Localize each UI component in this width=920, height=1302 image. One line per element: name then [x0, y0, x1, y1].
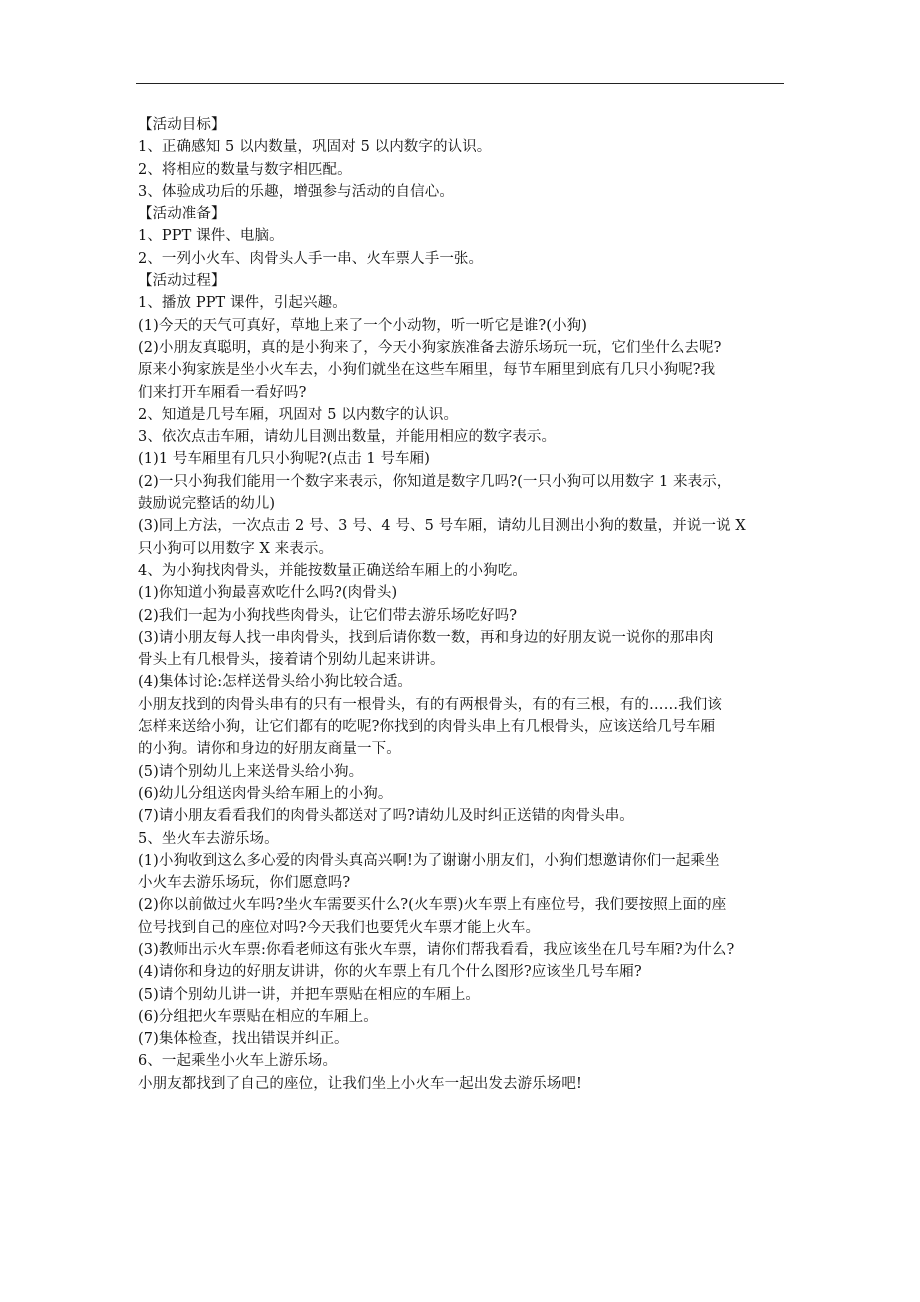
text-line: (4)请你和身边的好朋友讲讲，你的火车票上有几个什么图形?应该坐几号车厢?	[138, 964, 642, 981]
text-line: 1、PPT 课件、电脑。	[138, 228, 284, 245]
text-line: (1)今天的天气可真好，草地上来了一个小动物，听一听它是谁?(小狗)	[138, 317, 588, 334]
text-line: (5)请个别幼儿讲一讲，并把车票贴在相应的车厢上。	[138, 986, 481, 1003]
text-line: 们来打开车厢看一看好吗?	[138, 384, 307, 401]
text-line: (4)集体讨论:怎样送骨头给小狗比较合适。	[138, 674, 413, 691]
text-line: (2)小朋友真聪明，真的是小狗来了，今天小狗家族准备去游乐场玩一玩，它们坐什么去呢?	[138, 339, 722, 356]
text-line: 小朋友找到的肉骨头串有的只有一根骨头，有的有两根骨头，有的有三根，有的……我们该	[138, 696, 722, 713]
text-line: (1)你知道小狗最喜欢吃什么吗?(肉骨头)	[138, 585, 398, 602]
text-line: (6)分组把火车票贴在相应的车厢上。	[138, 1008, 378, 1025]
text-line: 2、知道是几号车厢，巩固对 5 以内数字的认识。	[138, 406, 459, 423]
text-line: 骨头上有几根骨头，接着请个别幼儿起来讲讲。	[138, 652, 445, 669]
text-line: (5)请个别幼儿上来送骨头给小狗。	[138, 763, 364, 780]
text-line: 1、正确感知 5 以内数量，巩固对 5 以内数字的认识。	[138, 139, 492, 156]
text-line: 4、为小狗找肉骨头，并能按数量正确送给车厢上的小狗吃。	[138, 562, 527, 579]
text-line: 5、坐火车去游乐场。	[138, 830, 279, 847]
header-rule	[136, 83, 784, 84]
text-line: (2)一只小狗我们能用一个数字来表示，你知道是数字几吗?(一只小狗可以用数字 1 来表示，	[138, 473, 732, 490]
text-line: 3、体验成功后的乐趣，增强参与活动的自信心。	[138, 183, 454, 200]
text-line: (2)你以前做过火车吗?坐火车需要买什么?(火车票)火车票上有座位号，我们要按照上面的座	[138, 897, 727, 914]
text-line: 1、播放 PPT 课件，引起兴趣。	[138, 295, 347, 312]
text-line: 只小狗可以用数字 X 来表示。	[138, 540, 334, 557]
text-line: 2、一列小火车、肉骨头人手一串、火车票人手一张。	[138, 250, 484, 267]
text-line: 3、依次点击车厢，请幼儿目测出数量，并能用相应的数字表示。	[138, 429, 557, 446]
text-line: (1)小狗收到这么多心爱的肉骨头真高兴啊!为了谢谢小朋友们，小狗们想邀请你们一起乘坐	[138, 852, 720, 869]
text-line: (6)幼儿分组送肉骨头给车厢上的小狗。	[138, 785, 393, 802]
text-line: 【活动过程】	[138, 273, 226, 290]
text-line: 的小狗。请你和身边的好朋友商量一下。	[138, 741, 401, 758]
text-line: 2、将相应的数量与数字相匹配。	[138, 161, 352, 178]
text-line: (3)请小朋友每人找一串肉骨头，找到后请你数一数，再和身边的好朋友说一说你的那串肉	[138, 629, 714, 646]
text-line: 原来小狗家族是坐小火车去，小狗们就坐在这些车厢里，每节车厢里到底有几只小狗呢?我	[138, 362, 716, 379]
text-line: 位号找到自己的座位对吗?今天我们也要凭火车票才能上火车。	[138, 919, 541, 936]
text-line: 怎样来送给小狗，让它们都有的吃呢?你找到的肉骨头串上有几根骨头，应该送给几号车厢	[138, 719, 716, 736]
text-line: (2)我们一起为小狗找些肉骨头，让它们带去游乐场吃好吗?	[138, 607, 518, 624]
text-line: (3)教师出示火车票:你看老师这有张火车票，请你们帮我看看，我应该坐在几号车厢?为什么?	[138, 941, 735, 958]
text-line: 小朋友都找到了自己的座位，让我们坐上小火车一起出发去游乐场吧!	[138, 1075, 582, 1092]
text-line: (3)同上方法，一次点击 2 号、3 号、4 号、5 号车厢，请幼儿目测出小狗的数量，并说一说 X	[138, 518, 746, 535]
text-line: 【活动准备】	[138, 206, 226, 223]
text-line: (7)集体检查，找出错误并纠正。	[138, 1031, 349, 1048]
text-line: 鼓励说完整话的幼儿)	[138, 496, 276, 513]
text-line: 小火车去游乐场玩，你们愿意吗?	[138, 875, 351, 892]
text-line: 【活动目标】	[138, 117, 226, 133]
text-line: (7)请小朋友看看我们的肉骨头都送对了吗?请幼儿及时纠正送错的肉骨头串。	[138, 808, 634, 825]
document-body	[138, 114, 788, 1095]
text-line: 6、一起乘坐小火车上游乐场。	[138, 1053, 338, 1070]
text-line: (1)1 号车厢里有几只小狗呢?(点击 1 号车厢)	[138, 451, 431, 468]
